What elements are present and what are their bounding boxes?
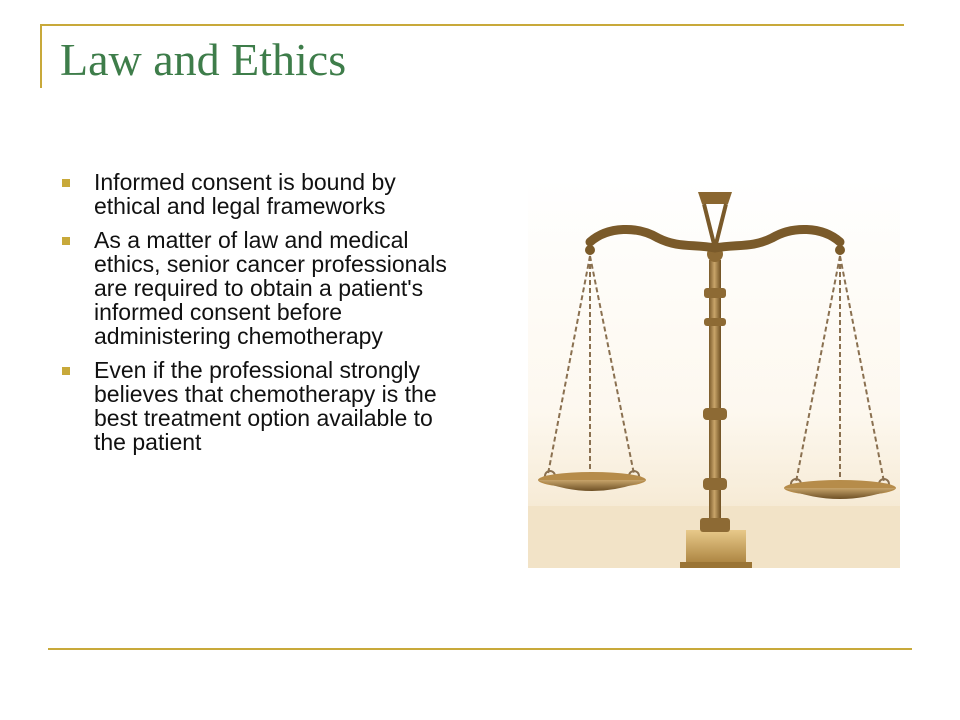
frame-bottom-line [48,648,912,650]
bullet-text: Informed consent is bound by ethical and legal frameworks [94,169,396,219]
bullet-list [60,170,450,464]
bullet-marker-icon [62,367,70,375]
bullet-marker-icon [62,179,70,187]
bullet-item [60,358,450,454]
frame-left-line [40,24,42,88]
bullet-text: Even if the professional strongly believes that chemotherapy is the best treatment option available to the patient [94,357,437,455]
scales-of-justice-icon [528,178,900,568]
slide-title: Law and Ethics [60,34,347,85]
bullet-item [60,170,450,218]
frame-top-line [40,24,904,26]
bullet-marker-icon [62,237,70,245]
bullet-text: As a matter of law and medical ethics, senior cancer professionals are required to obtain a patient's informed consent before administering chemotherapy [94,227,447,349]
bullet-item [60,228,450,348]
